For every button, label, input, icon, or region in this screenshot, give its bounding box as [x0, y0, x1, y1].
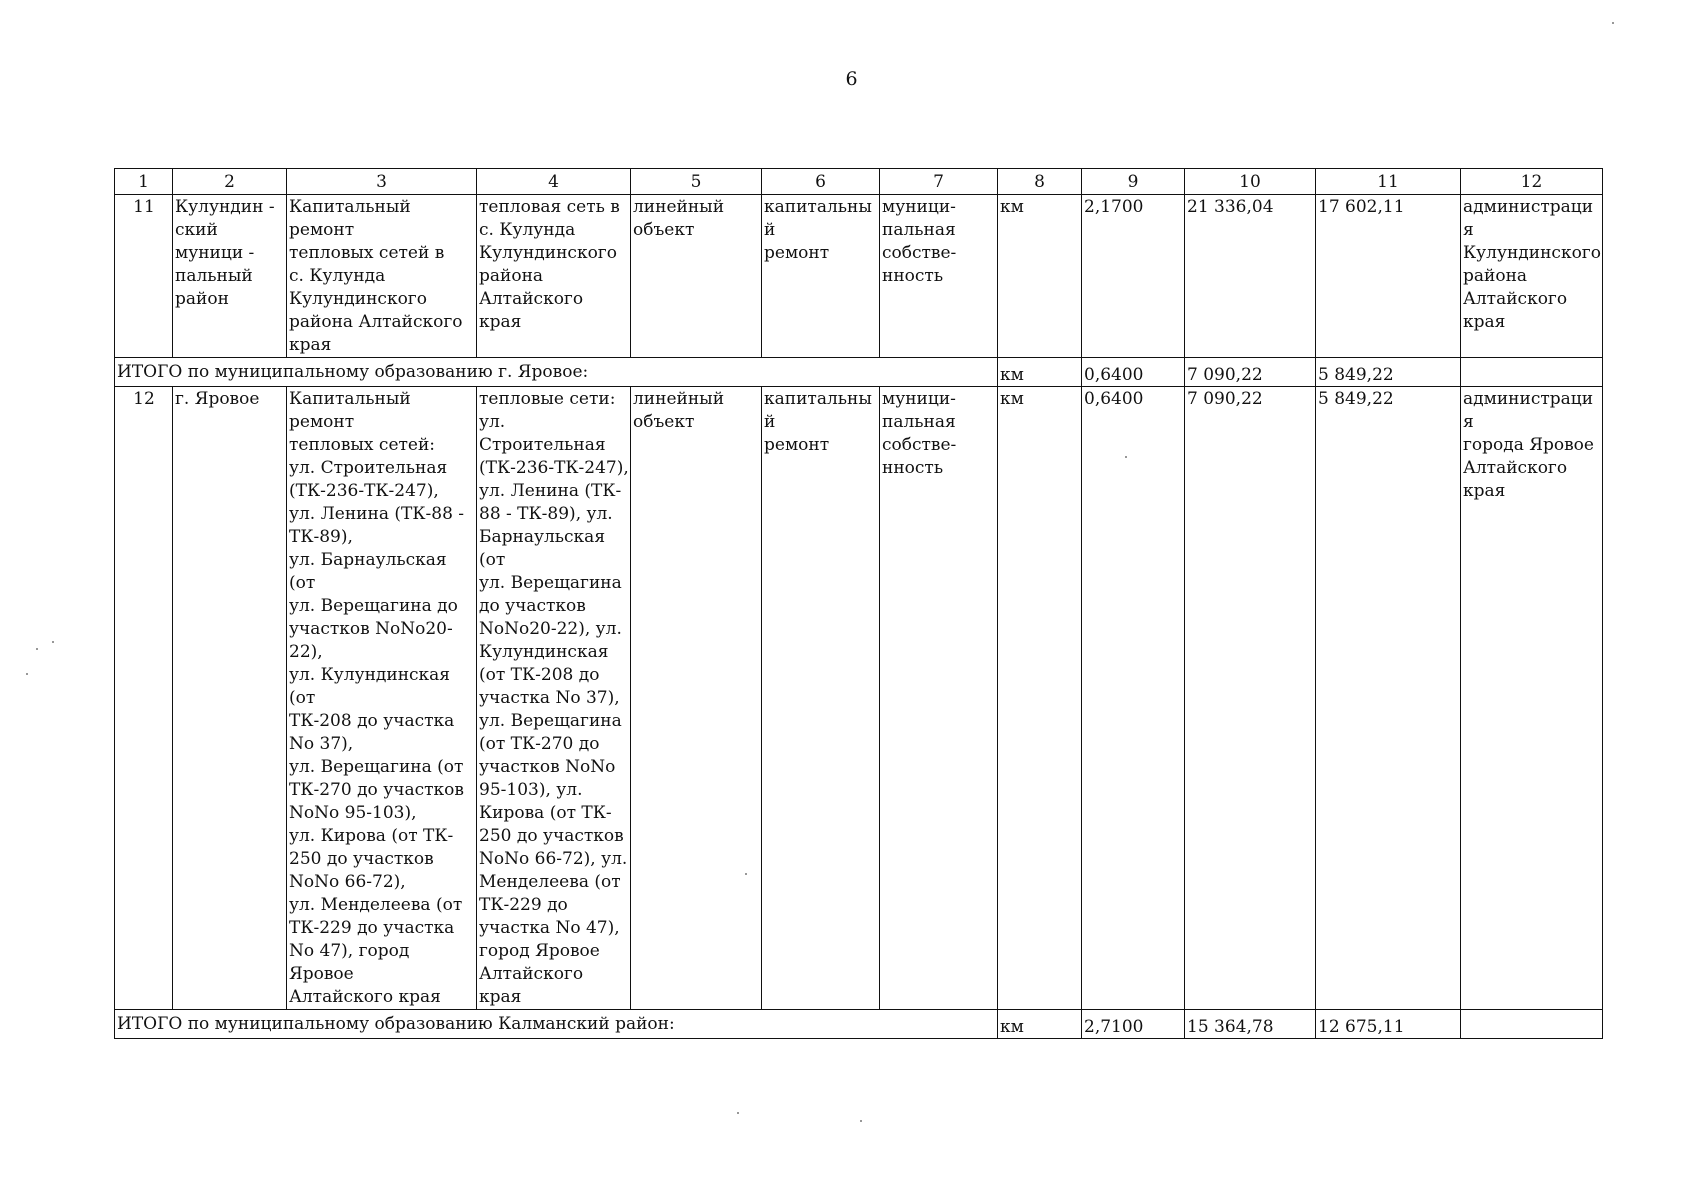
- total-label: ИТОГО по муниципальному образованию Калманский район:: [115, 1010, 998, 1039]
- cost-budget-cell: 17 602,11: [1316, 195, 1461, 358]
- object-type-cell: линейный объект: [631, 195, 762, 358]
- customer-cell: администрация города Яровое Алтайского края: [1461, 387, 1603, 1010]
- total-length: 0,6400: [1082, 358, 1185, 387]
- page-number: 6: [845, 68, 858, 90]
- work-name-cell: Капитальный ремонт тепловых сетей: ул. Строительная (ТК-236-ТК-247), ул. Ленина (ТК-88 - ТК-89), ул. Барнаульская (от ул. Верещагина до участков NoNo20- 22), ул. Кулундинская (от ТК-208 до участка No 37), ул. Верещагина (от ТК-270 до участков NoNo 95-103), ул. Кирова (от ТК- 250 до участков NoNo 66-72), ул. Менделеева (от ТК-229 до участка No 47), город Яровое Алтайского края: [287, 387, 477, 1010]
- total-row-kalmansky: [115, 1010, 1603, 1039]
- col-header-5: 5: [631, 169, 762, 195]
- object-cell: тепловые сети: ул. Строительная (ТК-236-ТК-247), ул. Ленина (ТК- 88 - ТК-89), ул. Барнаульская (от ул. Верещагина до участков NoNo20-22), ул. Кулундинская (от ТК-208 до участка No 37), ул. Верещагина (от ТК-270 до участков NoNo 95-103), ул. Кирова (от ТК- 250 до участков NoNo 66-72), ул. Менделеева (от ТК-229 до участка No 47), город Яровое Алтайского края: [477, 387, 631, 1010]
- table-row-12: [115, 387, 1603, 1010]
- total-cost-budget: 5 849,22: [1316, 358, 1461, 387]
- cost-budget-cell: 5 849,22: [1316, 387, 1461, 1010]
- col-header-7: 7: [880, 169, 998, 195]
- total-length: 2,7100: [1082, 1010, 1185, 1039]
- object-type-cell: линейный объект: [631, 387, 762, 1010]
- scan-speck: [36, 648, 38, 650]
- col-header-9: 9: [1082, 169, 1185, 195]
- unit-cell: км: [998, 387, 1082, 1010]
- length-cell: 0,6400: [1082, 387, 1185, 1010]
- object-cell: тепловая сеть в с. Кулунда Кулундинского района Алтайского края: [477, 195, 631, 358]
- row-number: 12: [115, 387, 173, 1010]
- total-customer: [1461, 1010, 1603, 1039]
- municipality-cell: г. Яровое: [173, 387, 287, 1010]
- total-label: ИТОГО по муниципальному образованию г. Яровое:: [115, 358, 998, 387]
- work-type-cell: капитальный ремонт: [762, 387, 880, 1010]
- heat-network-repair-table: [114, 168, 1603, 1039]
- scan-speck: [737, 1112, 739, 1114]
- work-name-cell: Капитальный ремонт тепловых сетей в с. Кулунда Кулундинского района Алтайского края: [287, 195, 477, 358]
- municipality-cell: Кулундин - ский муници - пальный район: [173, 195, 287, 358]
- total-customer: [1461, 358, 1603, 387]
- col-header-6: 6: [762, 169, 880, 195]
- col-header-2: 2: [173, 169, 287, 195]
- col-header-1: 1: [115, 169, 173, 195]
- col-header-4: 4: [477, 169, 631, 195]
- scan-speck: [26, 673, 28, 675]
- col-header-8: 8: [998, 169, 1082, 195]
- col-header-3: 3: [287, 169, 477, 195]
- total-cost-total: 15 364,78: [1185, 1010, 1316, 1039]
- col-header-11: 11: [1316, 169, 1461, 195]
- column-number-row: [115, 169, 1603, 195]
- total-cost-budget: 12 675,11: [1316, 1010, 1461, 1039]
- row-number: 11: [115, 195, 173, 358]
- col-header-12: 12: [1461, 169, 1603, 195]
- scan-speck: [745, 873, 747, 875]
- cost-total-cell: 21 336,04: [1185, 195, 1316, 358]
- table-row-11: [115, 195, 1603, 358]
- scan-speck: [860, 1120, 862, 1122]
- scan-speck: [52, 641, 54, 643]
- unit-cell: км: [998, 195, 1082, 358]
- total-unit: км: [998, 1010, 1082, 1039]
- col-header-10: 10: [1185, 169, 1316, 195]
- length-cell: 2,1700: [1082, 195, 1185, 358]
- total-cost-total: 7 090,22: [1185, 358, 1316, 387]
- work-type-cell: капитальный ремонт: [762, 195, 880, 358]
- ownership-cell: муници- пальная собстве- нность: [880, 195, 998, 358]
- ownership-cell: муници- пальная собстве- нность: [880, 387, 998, 1010]
- cost-total-cell: 7 090,22: [1185, 387, 1316, 1010]
- customer-cell: администрация Кулундинского района Алтайского края: [1461, 195, 1603, 358]
- scan-speck: [1125, 456, 1127, 458]
- scan-speck: [1612, 22, 1614, 24]
- total-row-yarovoe: [115, 358, 1603, 387]
- total-unit: км: [998, 358, 1082, 387]
